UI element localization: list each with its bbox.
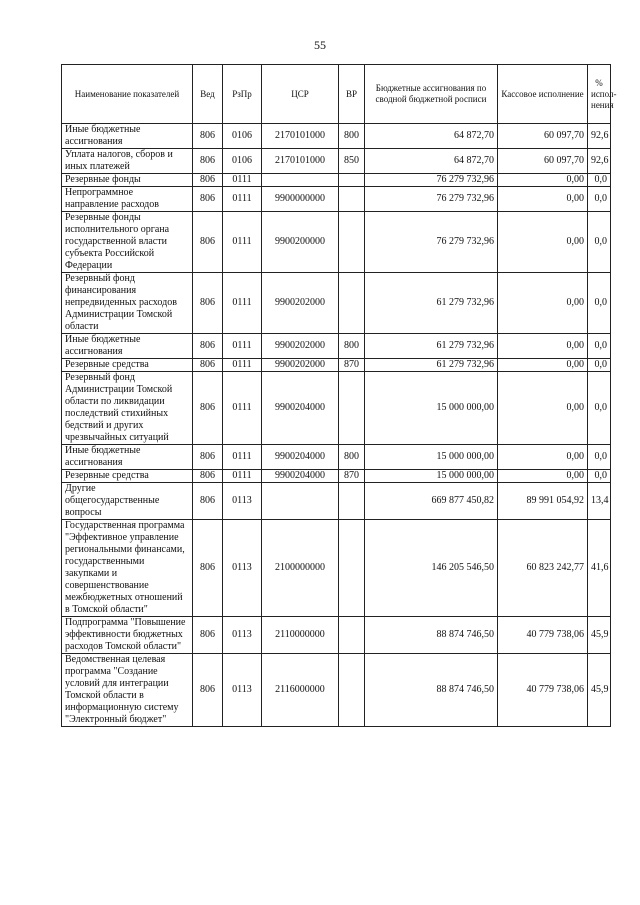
row-percent: 0,0 <box>588 174 611 187</box>
row-vr <box>339 520 365 617</box>
row-name: Государственная программа "Эффективное управление региональными финансами, государственными закупками и совершенствование межбюджетных отношений в Томской области" <box>62 520 193 617</box>
row-vr <box>339 174 365 187</box>
row-name: Резервный фонд финансирования непредвиденных расходов Администрации Томской области <box>62 273 193 334</box>
row-percent: 45,9 <box>588 617 611 654</box>
row-name: Резервный фонд Администрации Томской области по ликвидации последствий стихийных бедствий и других чрезвычайных ситуаций <box>62 372 193 445</box>
page-number: 55 <box>314 38 326 52</box>
row-csr: 2116000000 <box>262 654 339 727</box>
table-row <box>62 470 611 483</box>
row-name: Резервные фонды исполнительного органа государственной власти субъекта Российской Федерации <box>62 212 193 273</box>
header-cash: Кассовое исполнение <box>498 65 588 124</box>
row-rzpr: 0113 <box>223 520 262 617</box>
row-csr: 9900202000 <box>262 359 339 372</box>
row-vr: 800 <box>339 124 365 149</box>
budget-execution-table <box>61 64 617 727</box>
row-vr: 800 <box>339 445 365 470</box>
row-cash: 0,00 <box>498 212 588 273</box>
row-budget: 669 877 450,82 <box>365 483 498 520</box>
row-name: Непрограммное направление расходов <box>62 187 193 212</box>
header-budget: Бюджетные ассигнования по сводной бюджетной росписи <box>365 65 498 124</box>
row-name: Подпрограмма "Повышение эффективности бюджетных расходов Томской области" <box>62 617 193 654</box>
row-vr <box>339 372 365 445</box>
row-budget: 61 279 732,96 <box>365 334 498 359</box>
row-ved: 806 <box>193 212 223 273</box>
row-rzpr: 0106 <box>223 149 262 174</box>
row-name: Другие общегосударственные вопросы <box>62 483 193 520</box>
row-name: Иные бюджетные ассигнования <box>62 445 193 470</box>
row-rzpr: 0111 <box>223 273 262 334</box>
row-budget: 146 205 546,50 <box>365 520 498 617</box>
row-cash: 0,00 <box>498 273 588 334</box>
row-percent: 0,0 <box>588 273 611 334</box>
row-csr: 9900204000 <box>262 470 339 483</box>
row-percent: 92,6 <box>588 124 611 149</box>
header-rzpr: РзПр <box>223 65 262 124</box>
row-ved: 806 <box>193 187 223 212</box>
table-row <box>62 654 611 727</box>
row-ved: 806 <box>193 334 223 359</box>
row-csr <box>262 174 339 187</box>
row-cash: 0,00 <box>498 187 588 212</box>
row-name: Ведомственная целевая программа "Создание условий для интеграции Томской области в информационную систему "Электронный бюджет" <box>62 654 193 727</box>
row-budget: 64 872,70 <box>365 124 498 149</box>
table-row <box>62 520 611 617</box>
row-rzpr: 0111 <box>223 359 262 372</box>
row-percent: 92,6 <box>588 149 611 174</box>
row-rzpr: 0111 <box>223 212 262 273</box>
row-csr: 2170101000 <box>262 124 339 149</box>
row-name: Иные бюджетные ассигнования <box>62 124 193 149</box>
row-ved: 806 <box>193 149 223 174</box>
row-percent: 41,6 <box>588 520 611 617</box>
row-rzpr: 0113 <box>223 654 262 727</box>
row-csr: 9900200000 <box>262 212 339 273</box>
row-cash: 0,00 <box>498 372 588 445</box>
row-name: Резервные средства <box>62 359 193 372</box>
row-csr: 2110000000 <box>262 617 339 654</box>
row-budget: 15 000 000,00 <box>365 372 498 445</box>
row-budget: 61 279 732,96 <box>365 359 498 372</box>
row-csr: 2170101000 <box>262 149 339 174</box>
row-rzpr: 0111 <box>223 334 262 359</box>
row-rzpr: 0111 <box>223 470 262 483</box>
table-row <box>62 149 611 174</box>
row-budget: 15 000 000,00 <box>365 470 498 483</box>
row-cash: 0,00 <box>498 334 588 359</box>
row-csr <box>262 483 339 520</box>
row-ved: 806 <box>193 483 223 520</box>
row-csr: 2100000000 <box>262 520 339 617</box>
row-percent: 0,0 <box>588 334 611 359</box>
row-name: Резервные средства <box>62 470 193 483</box>
row-budget: 64 872,70 <box>365 149 498 174</box>
header-ved: Вед <box>193 65 223 124</box>
row-rzpr: 0111 <box>223 372 262 445</box>
row-vr: 800 <box>339 334 365 359</box>
row-budget: 88 874 746,50 <box>365 654 498 727</box>
row-csr: 9900204000 <box>262 445 339 470</box>
row-name: Уплата налогов, сборов и иных платежей <box>62 149 193 174</box>
row-cash: 89 991 054,92 <box>498 483 588 520</box>
row-ved: 806 <box>193 445 223 470</box>
row-vr: 870 <box>339 470 365 483</box>
table-row <box>62 174 611 187</box>
table-row <box>62 372 611 445</box>
row-percent: 45,9 <box>588 654 611 727</box>
row-name: Резервные фонды <box>62 174 193 187</box>
row-csr: 9900204000 <box>262 372 339 445</box>
row-percent: 13,4 <box>588 483 611 520</box>
row-cash: 40 779 738,06 <box>498 617 588 654</box>
row-rzpr: 0113 <box>223 483 262 520</box>
table-row <box>62 187 611 212</box>
row-percent: 0,0 <box>588 187 611 212</box>
table-row <box>62 273 611 334</box>
row-ved: 806 <box>193 372 223 445</box>
row-vr: 870 <box>339 359 365 372</box>
row-rzpr: 0111 <box>223 187 262 212</box>
row-ved: 806 <box>193 470 223 483</box>
table-row <box>62 483 611 520</box>
row-rzpr: 0111 <box>223 174 262 187</box>
row-budget: 15 000 000,00 <box>365 445 498 470</box>
row-vr: 850 <box>339 149 365 174</box>
row-csr: 9900202000 <box>262 273 339 334</box>
row-percent: 0,0 <box>588 470 611 483</box>
header-csr: ЦСР <box>262 65 339 124</box>
row-percent: 0,0 <box>588 445 611 470</box>
row-name: Иные бюджетные ассигнования <box>62 334 193 359</box>
row-ved: 806 <box>193 617 223 654</box>
row-budget: 76 279 732,96 <box>365 212 498 273</box>
row-cash: 0,00 <box>498 470 588 483</box>
row-ved: 806 <box>193 273 223 334</box>
row-ved: 806 <box>193 654 223 727</box>
row-percent: 0,0 <box>588 212 611 273</box>
row-cash: 0,00 <box>498 445 588 470</box>
row-csr: 9900000000 <box>262 187 339 212</box>
header-vr: ВР <box>339 65 365 124</box>
row-budget: 76 279 732,96 <box>365 187 498 212</box>
row-percent: 0,0 <box>588 372 611 445</box>
row-csr: 9900202000 <box>262 334 339 359</box>
table-row <box>62 359 611 372</box>
row-cash: 60 097,70 <box>498 124 588 149</box>
row-cash: 60 823 242,77 <box>498 520 588 617</box>
row-rzpr: 0113 <box>223 617 262 654</box>
row-vr <box>339 273 365 334</box>
row-vr <box>339 654 365 727</box>
header-percent: % испол-нения <box>588 65 611 124</box>
header-name: Наименование показателей <box>62 65 193 124</box>
row-budget: 88 874 746,50 <box>365 617 498 654</box>
row-budget: 76 279 732,96 <box>365 174 498 187</box>
row-budget: 61 279 732,96 <box>365 273 498 334</box>
row-ved: 806 <box>193 124 223 149</box>
row-cash: 60 097,70 <box>498 149 588 174</box>
row-vr <box>339 212 365 273</box>
row-vr <box>339 483 365 520</box>
row-cash: 40 779 738,06 <box>498 654 588 727</box>
row-vr <box>339 617 365 654</box>
table-header-row <box>62 65 611 124</box>
table-row <box>62 445 611 470</box>
row-cash: 0,00 <box>498 174 588 187</box>
row-percent: 0,0 <box>588 359 611 372</box>
row-rzpr: 0111 <box>223 445 262 470</box>
row-ved: 806 <box>193 174 223 187</box>
table-row <box>62 617 611 654</box>
row-ved: 806 <box>193 520 223 617</box>
table-row <box>62 334 611 359</box>
row-ved: 806 <box>193 359 223 372</box>
row-rzpr: 0106 <box>223 124 262 149</box>
row-cash: 0,00 <box>498 359 588 372</box>
table-row <box>62 124 611 149</box>
table-row <box>62 212 611 273</box>
row-vr <box>339 187 365 212</box>
